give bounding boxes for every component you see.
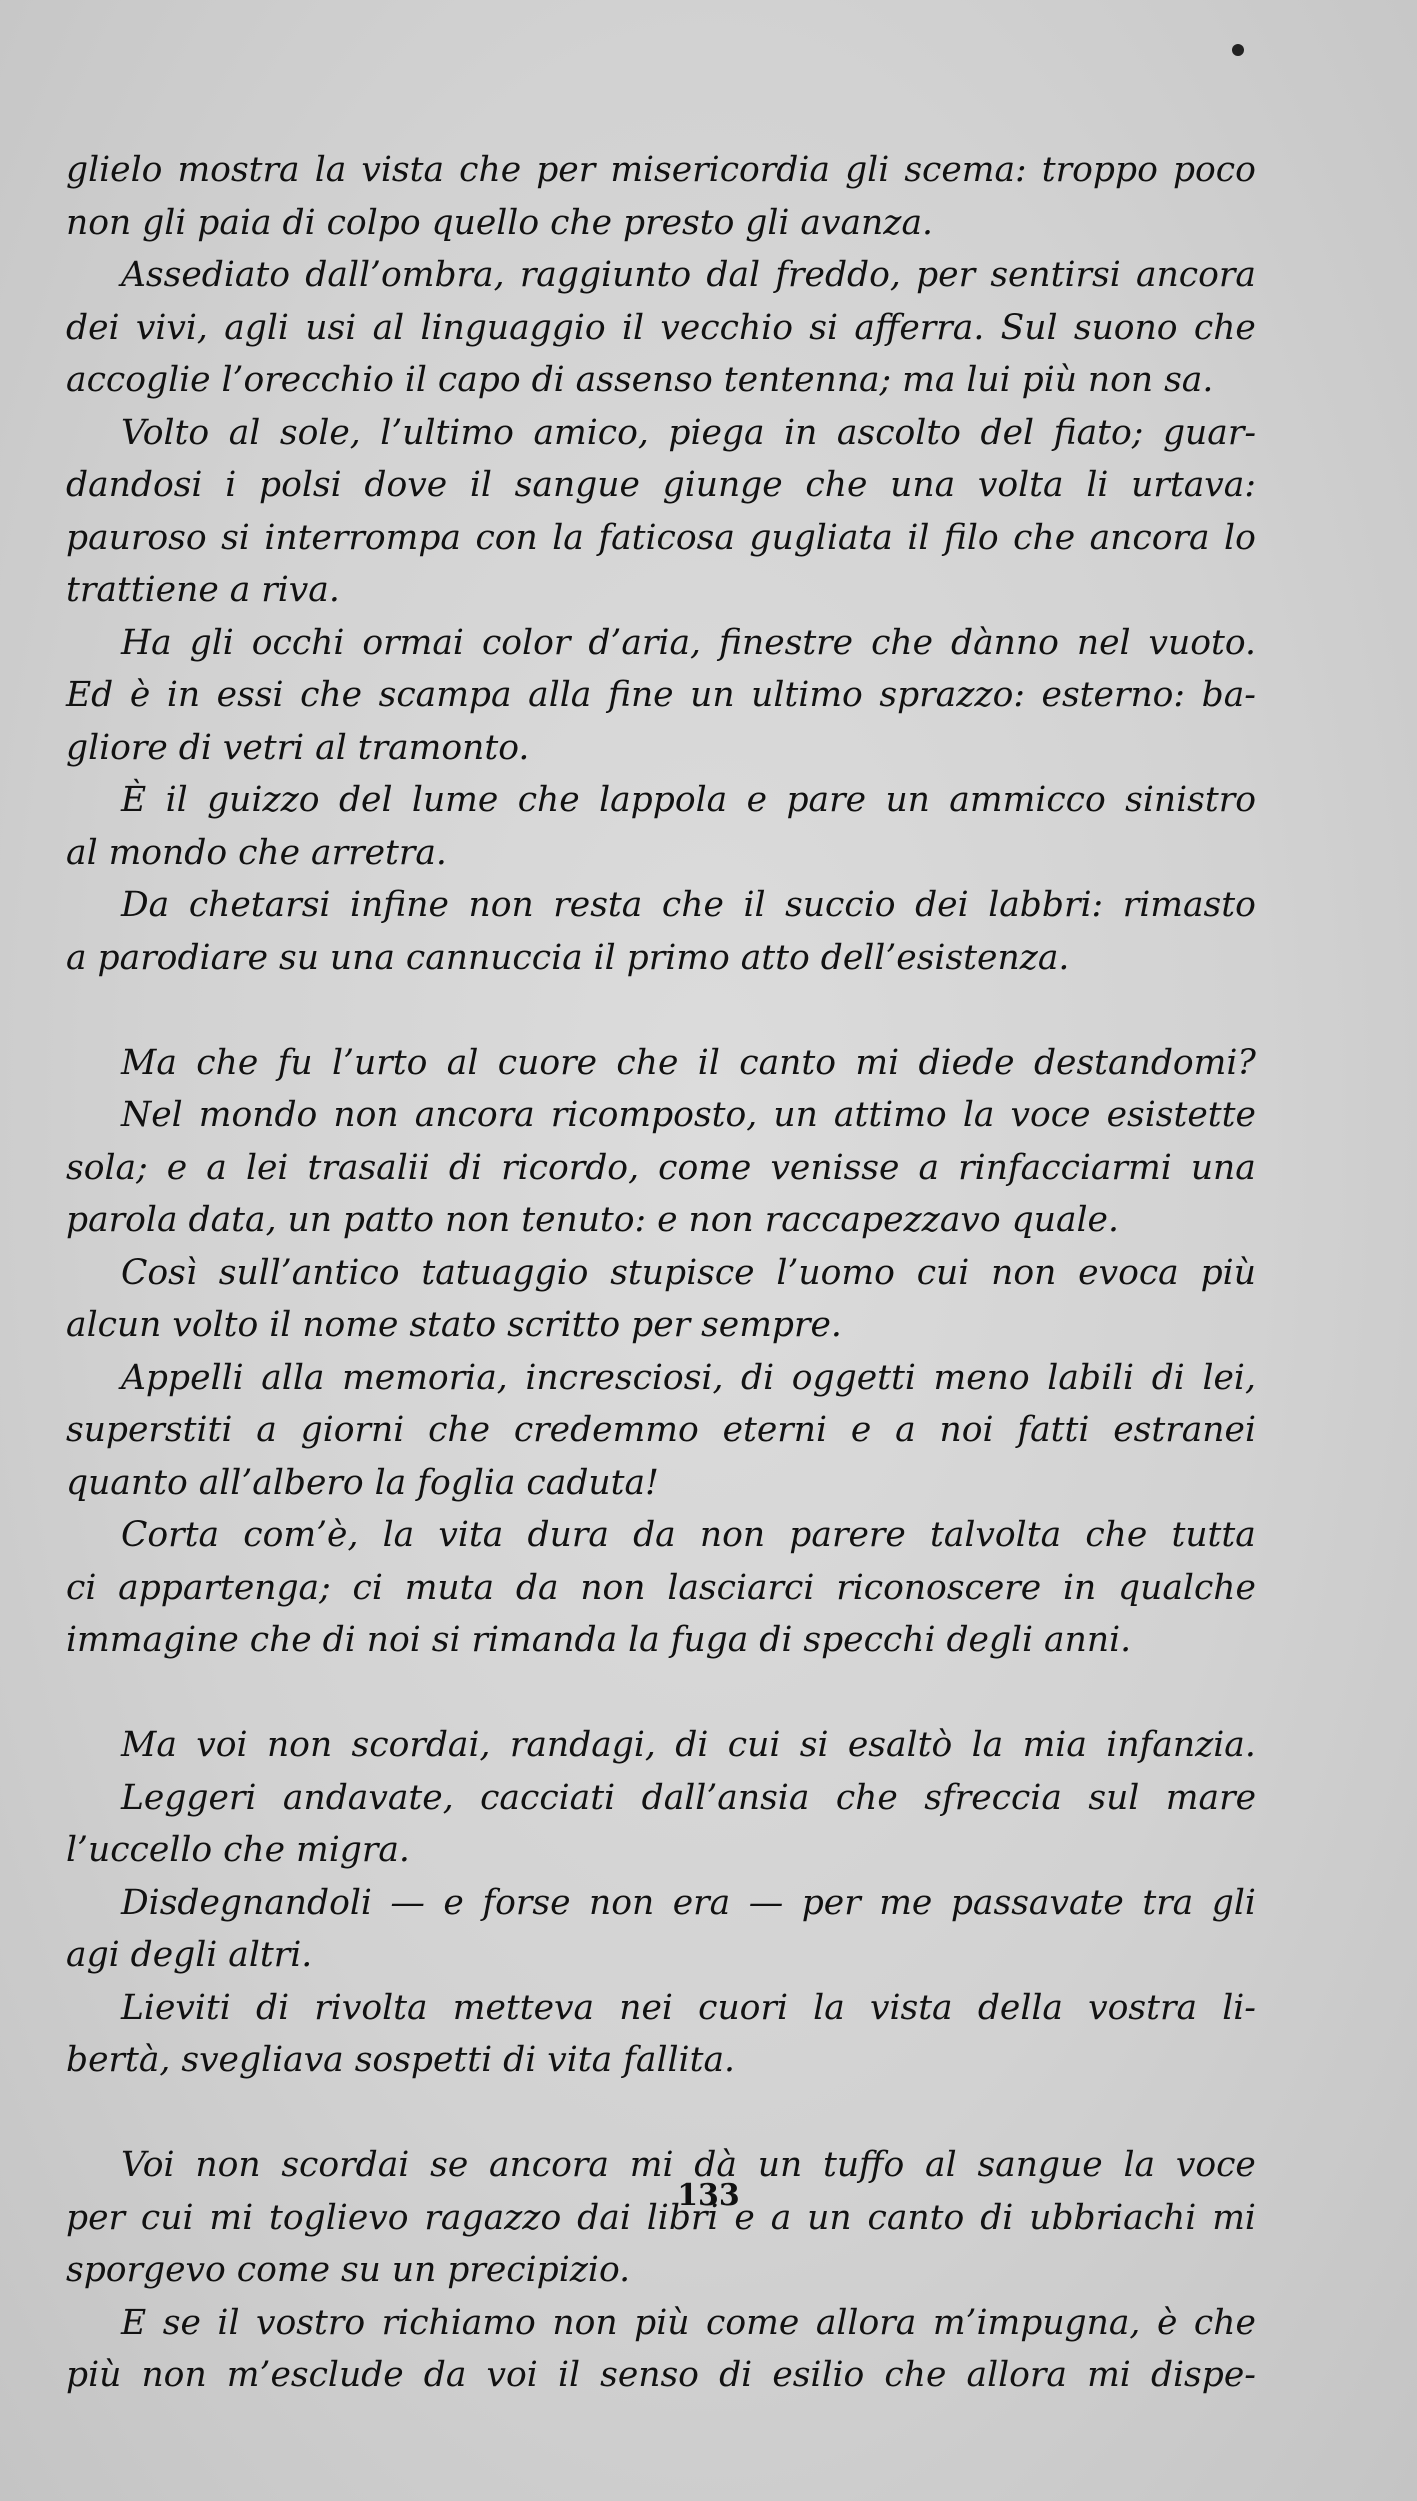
text-line: Voi non scordai se ancora mi dà un tuffo al sangue la voce (121, 2145, 1256, 2185)
text-line: Ha gli occhi ormai color d’aria, finestre che dànno nel vuoto. (121, 622, 1256, 663)
text-line: pauroso si interrompa con la faticosa gugliata il filo che ancora lo (66, 517, 1256, 558)
text-line: Volto al sole, l’ultimo amico, piega in ascolto del fiato; guar- (121, 412, 1256, 453)
text-line: Leggeri andavate, cacciati dall’ansia che sfreccia sul mare (121, 1777, 1256, 1818)
text-line: Lieviti di rivolta metteva nei cuori la vista della vostra li- (121, 1987, 1256, 2028)
text-line: immagine che di noi si rimanda la fuga di specchi degli anni. (66, 1620, 1132, 1660)
text-line: agi degli altri. (66, 1935, 313, 1975)
text-line: a parodiare su una cannuccia il primo atto dell’esistenza. (66, 937, 1070, 978)
paragraph-gap (66, 1667, 1256, 1720)
text-line: non gli paia di colpo quello che presto gli avanza. (66, 202, 933, 243)
text-line: per cui mi toglievo ragazzo dai libri e a un canto di ubbriachi mi (66, 2197, 1256, 2238)
page-number: 133 (677, 2178, 740, 2213)
text-line: parola data, un patto non tenuto: e non raccapezzavo quale. (66, 1200, 1119, 1240)
text-line: quanto all’albero la foglia caduta! (66, 1462, 659, 1503)
text-line: superstiti a giorni che credemmo eterni e a noi fatti estranei (66, 1410, 1256, 1450)
text-line: dandosi i polsi dove il sangue giunge che una volta li urtava: (66, 465, 1256, 505)
text-line: dei vivi, agli usi al linguaggio il vecchio si afferra. Sul suono che (66, 307, 1256, 348)
text-line: bertà, svegliava sospetti di vita fallita. (66, 2040, 735, 2080)
text-line: sporgevo come su un precipizio. (66, 2250, 631, 2290)
text-line: gliore di vetri al tramonto. (66, 727, 530, 768)
text-line: E se il vostro richiamo non più come allora m’impugna, è che (121, 2302, 1256, 2343)
text-line: Ma che fu l’urto al cuore che il canto mi diede destandomi? (121, 1042, 1256, 1083)
text-line: più non m’esclude da voi il senso di esilio che allora mi dispe- (66, 2355, 1256, 2395)
text-line: glielo mostra la vista che per misericordia gli scema: troppo poco (66, 150, 1256, 190)
body-text (66, 144, 1256, 2402)
text-line: ci appartenga; ci muta da non lasciarci riconoscere in qualche (66, 1567, 1256, 1608)
text-line: Ed è in essi che scampa alla fine un ultimo sprazzo: esterno: ba- (66, 675, 1256, 715)
text-line: trattiene a riva. (66, 570, 340, 610)
text-line: Ma voi non scordai, randagi, di cui si esaltò la mia infanzia. (121, 1725, 1256, 1765)
text-line: l’uccello che migra. (66, 1830, 410, 1870)
ink-speck (1232, 44, 1244, 56)
text-line: alcun volto il nome stato scritto per sempre. (66, 1305, 842, 1345)
text-line: accoglie l’orecchio il capo di assenso tentenna; ma lui più non sa. (66, 360, 1214, 400)
text-line: Assediato dall’ombra, raggiunto dal freddo, per sentirsi ancora (121, 255, 1256, 295)
text-line: Da chetarsi infine non resta che il succio dei labbri: rimasto (121, 885, 1256, 925)
paragraph-gap (66, 984, 1256, 1037)
text-line: Nel mondo non ancora ricomposto, un attimo la voce esistette (121, 1095, 1256, 1135)
text-line: al mondo che arretra. (66, 832, 447, 873)
text-line: Corta com’è, la vita dura da non parere talvolta che tutta (121, 1515, 1256, 1555)
text-line: Appelli alla memoria, incresciosi, di oggetti meno labili di lei, (121, 1357, 1256, 1398)
text-line: È il guizzo del lume che lappola e pare un ammicco sinistro (121, 780, 1256, 820)
text-line: Disdegnandoli — e forse non era — per me passavate tra gli (121, 1882, 1256, 1923)
paragraph-gap (66, 2087, 1256, 2140)
text-line: Così sull’antico tatuaggio stupisce l’uomo cui non evoca più (121, 1252, 1256, 1293)
text-line: sola; e a lei trasalii di ricordo, come venisse a rinfacciarmi una (66, 1147, 1256, 1188)
